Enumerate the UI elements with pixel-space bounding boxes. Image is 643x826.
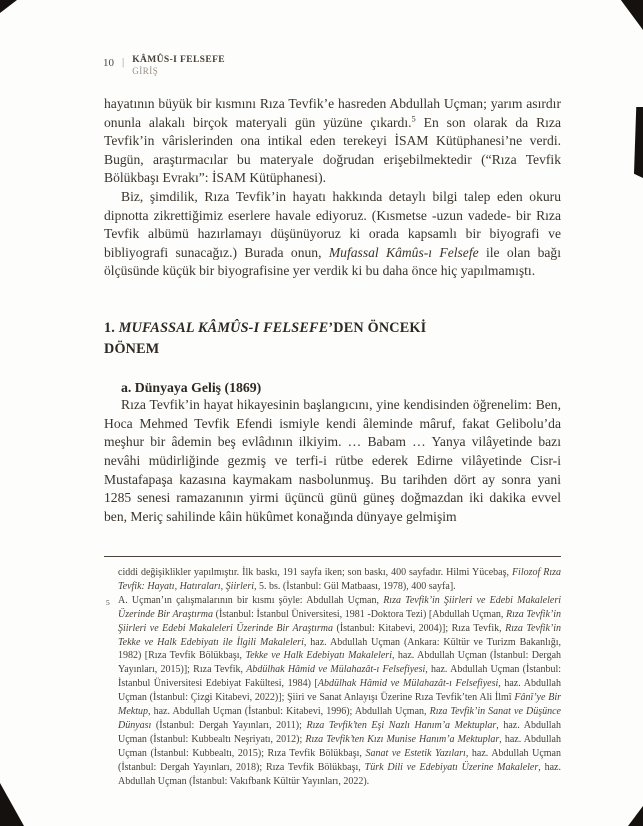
subsection-heading: a. Dünyaya Geliş (1869) [121,380,262,396]
scan-artifact-bottom-left [0,783,24,826]
header-titles [132,55,225,77]
footnote-block [104,556,561,789]
paragraph: Rıza Tevfik’in hayat hikayesinin başlangıcını, yine kendisinden öğrenelim: Ben, Hoca Mehmed Tevfik Efendi ismiyle kendi âleminde mâruf, fakat Gelibolu’da meşhur bir âdemin beş evlâdının ilkiyim. … Babam … Yanya vilâyetinde bazı nevâhi müdirliğinde gezmiş ve terfi-i rütbe ederek Edirne vilâyetinde Cisr-i Mustafapaşa kazasına kaymakam nasbolunmuş. Bu tarihden dört ay sonra yani 1285 senesi ramazanının yirmi üçüncü günü güneş doğmazdan iki dakika evvel ben, Meriç sahilinde kâin hükûmet konağında dünyaye gelmişim [104,397,561,524]
header-separator: | [122,56,125,68]
scan-artifact-top-right [616,0,643,30]
footnote-separator-rule [104,556,561,557]
footnote-number: 5 [106,597,110,607]
section-heading: 1. MUFASSAL KÂMÛS-I FELSEFE’DEN ÖNCEKİ DÖNEM [104,319,427,357]
body-text-column [104,95,561,526]
footnote-text: A. Uçman’ın çalışmalarının bir kısmı şöyle: Abdullah Uçman, Rıza Tevfik’in Şiirleri ve Edebi Makaleleri Üzerinde Bir Araştırma (İstanbul: İstanbul Üniversitesi, 1981 -Doktora Tezi) [Abdullah Uçman, Rıza Tevfik’in Şiirleri ve Edebi Makaleleri Üzerinde Bir Araştırma (İstanbul: Kitabevi, 2004)]; Rıza Tevfik, Rıza Tevfik’in Tekke ve Halk Edebiyatı ile İlgili Makaleleri, haz. Abdullah Uçman (Ankara: Kültür ve Turizm Bakanlığı, 1982) [Rıza Tevfik Bölükbaşı, Tekke ve Halk Edebiyatı Makaleleri, haz. Abdullah Uçman (İstanbul: Dergah Yayınları, 2015)]; Rıza Tevfik, Abdülhak Hâmid ve Mülahazât-ı Felsefiyesi, haz. Abdullah Uçman (İstanbul: İstanbul Üniversitesi Edebiyat Fakültesi, 1984) [Abdülhak Hâmid ve Mülahazât-ı Felsefiyesi, haz. Abdullah Uçman (İstanbul: Çizgi Kitabevi, 2022)]; Şiiri ve Sanat Anlayışı Üzerine Rıza Tevfik’ten Ali İlmî Fânî’ye Bir Mektup, haz. Abdullah Uçman (İstanbul: Kitabevi, 1996); Abdullah Uçman, Rıza Tevfik’in Sanat ve Düşünce Dünyası (İstanbul: Dergah Yayınları, 2011); Rıza Tevfik’ten Eşi Nazlı Hanım’a Mektuplar, haz. Abdullah Uçman (İstanbul: Kubbealtı Neşriyatı, 2012); Rıza Tevfik’ten Kızı Munise Hanım’a Mektuplar, haz. Abdullah Uçman (İstanbul: Kubbealtı, 2015); Rıza Tevfik Bölükbaşı, Sanat ve Estetik Yazıları, haz. Abdullah Uçman (İstanbul: Dergah Yayınları, 2018); Rıza Tevfik Bölükbaşı, Türk Dili ve Edebiyatı Üzerine Makaleler, haz. Abdullah Uçman (İstanbul: Vakıfbank Kültür Yayınları, 2022). [118,594,562,787]
footnote-continuation: ciddi değişiklikler yapılmıştır. İlk baskı, 191 sayfa iken; son baskı, 400 sayfadır. Hilmi Yücebaş, Filozof Rıza Tevfik: Hayatı, Hatıraları, Şiirleri, 5. bs. (İstanbul: Gül Matbaası, 1978), 400 sayfa]. [118,567,562,592]
page-number: 10 [103,57,114,69]
paragraph: hayatının büyük bir kısmını Rıza Tevfik’e hasreden Abdullah Uçman; yarım asırdır onunla alakalı birçok materyali gün yüzüne çıkardı.$^5$ En son olarak da Rıza Tevfik’in vârislerinden ona intikal eden terekeyi İSAM Kütüphanesi’ne verdi. Bugün, araştırmacılar bu materyale doğrudan erişebilmektedir (“Rıza Tevfik Bölükbaşı Evrakı”: İSAM Kütüphanesi). [104,96,561,186]
scan-artifact-top-left [0,0,17,13]
chapter-title: GİRİŞ [132,66,159,77]
scan-artifact-bottom-right [628,806,643,826]
running-header [103,55,225,77]
paragraph: Biz, şimdilik, Rıza Tevfik’in hayatı hakkında detaylı bilgi talep eden okuru dipnotta zikrettiğimiz eserlere havale ediyoruz. (Kısmetse -uzun vadede- bir Rıza Tevfik albümü hazırlamayı düşünüyoruz ki orada kapsamlı bir biyografi ve bibliyografi sunacağız.) Burada onun, Mufassal Kâmûs-ı Felsefe ile olan bağı ölçüsünde küçük bir biyografisine yer verdik ki bu daha önce hiç yapılmamıştı. [104,188,561,279]
book-title: KÂMÛS-I FELSEFE [132,55,226,65]
scan-artifact-right-edge [634,107,643,178]
footnote-5 [106,594,562,789]
